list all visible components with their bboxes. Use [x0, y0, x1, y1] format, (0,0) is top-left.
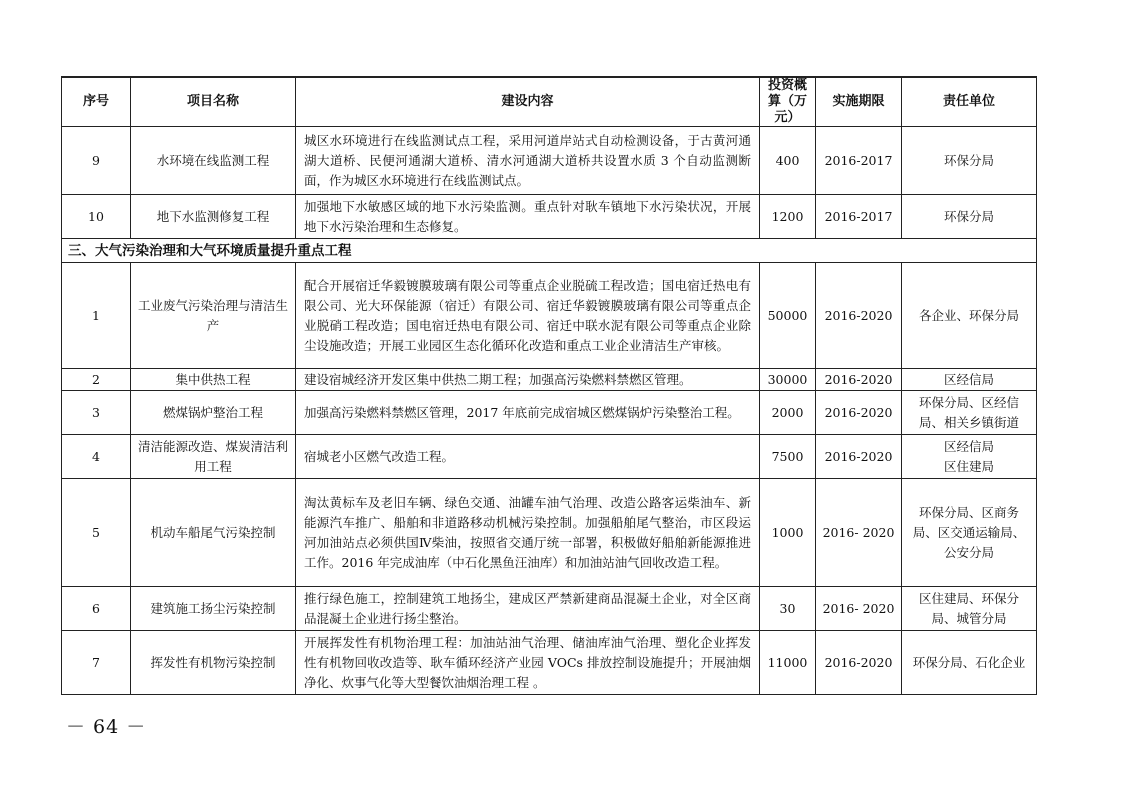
table-row — [62, 369, 1037, 391]
cell-no: 4 — [62, 435, 131, 479]
table-row — [62, 631, 1037, 695]
cell-content: 推行绿色施工，控制建筑工地扬尘，建成区严禁新建商品混凝土企业，对全区商品混凝土企业进行扬尘整治。 — [296, 587, 760, 631]
cell-invest: 1200 — [760, 195, 816, 239]
table-row — [62, 435, 1037, 479]
cell-unit: 环保分局 — [902, 127, 1037, 195]
cell-unit: 环保分局 — [902, 195, 1037, 239]
cell-name: 水环境在线监测工程 — [131, 127, 296, 195]
header-invest: 投资概算（万元） — [760, 77, 816, 127]
cell-no: 10 — [62, 195, 131, 239]
cell-period: 2016-2020 — [816, 435, 902, 479]
cell-unit-line: 区住建局 — [943, 458, 994, 474]
cell-name: 建筑施工扬尘污染控制 — [131, 587, 296, 631]
cell-unit: 各企业、环保分局 — [902, 263, 1037, 369]
table-row — [62, 587, 1037, 631]
cell-period: 2016-2020 — [816, 369, 902, 391]
cell-unit: 环保分局、区商务局、区交通运输局、公安分局 — [902, 479, 1037, 587]
cell-no: 1 — [62, 263, 131, 369]
cell-invest: 7500 — [760, 435, 816, 479]
cell-no: 5 — [62, 479, 131, 587]
cell-name: 工业废气污染治理与清洁生产 — [131, 263, 296, 369]
header-content: 建设内容 — [296, 77, 760, 127]
cell-period: 2016-2017 — [816, 127, 902, 195]
cell-no: 9 — [62, 127, 131, 195]
cell-unit: 环保分局、区经信局、相关乡镇街道 — [902, 391, 1037, 435]
cell-content: 开展挥发性有机物治理工程：加油站油气治理、储油库油气治理、塑化企业挥发性有机物回收改造等、耿车循环经济产业园 VOCs 排放控制设施提升；开展油烟净化、炊事气化等大型餐饮油烟治理工程 。 — [296, 631, 760, 695]
cell-content: 加强高污染燃料禁燃区管理，2017 年底前完成宿城区燃煤锅炉污染整治工程。 — [296, 391, 760, 435]
cell-content: 加强地下水敏感区域的地下水污染监测。重点针对耿车镇地下水污染状况，开展地下水污染治理和生态修复。 — [296, 195, 760, 239]
table-row — [62, 195, 1037, 239]
cell-content: 配合开展宿迁华毅镀膜玻璃有限公司等重点企业脱硫工程改造；国电宿迁热电有限公司、光大环保能源（宿迁）有限公司、宿迁华毅镀膜玻璃有限公司等重点企业脱硝工程改造；国电宿迁热电有限公司、宿迁中联水泥有限公司等重点企业除尘设施改造；开展工业园区生态化循环化改造和重点工业企业清洁生产审核。 — [296, 263, 760, 369]
header-no: 序号 — [62, 77, 131, 127]
header-name: 项目名称 — [131, 77, 296, 127]
table-row — [62, 127, 1037, 195]
table-header-row — [62, 77, 1037, 127]
cell-no: 3 — [62, 391, 131, 435]
cell-unit-line: 区经信局 — [943, 438, 994, 454]
cell-name: 挥发性有机物污染控制 — [131, 631, 296, 695]
cell-name: 清洁能源改造、煤炭清洁利用工程 — [131, 435, 296, 479]
cell-name: 集中供热工程 — [131, 369, 296, 391]
cell-period: 2016-2020 — [816, 263, 902, 369]
cell-no: 2 — [62, 369, 131, 391]
cell-invest: 50000 — [760, 263, 816, 369]
header-period: 实施期限 — [816, 77, 902, 127]
cell-period: 2016- 2020 — [816, 479, 902, 587]
cell-name: 燃煤锅炉整治工程 — [131, 391, 296, 435]
cell-content: 淘汰黄标车及老旧车辆、绿色交通、油罐车油气治理、改造公路客运柴油车、新能源汽车推广、船舶和非道路移动机械污染控制。加强船舶尾气整治，市区段运河加油站点必须供国Ⅳ柴油，按照省交通厅统一部署，积极做好船舶新能源推进工作。2016 年完成油库（中石化黑鱼汪油库）和加油站油气回收改造工程。 — [296, 479, 760, 587]
cell-content: 城区水环境进行在线监测试点工程，采用河道岸站式自动检测设备，于古黄河通湖大道桥、民便河通湖大道桥、清水河通湖大道桥共设置水质 3 个自动监测断面，作为城区水环境进行在线监测试点。 — [296, 127, 760, 195]
table-row — [62, 479, 1037, 587]
cell-period: 2016-2017 — [816, 195, 902, 239]
cell-unit: 区经信局 — [902, 369, 1037, 391]
cell-invest: 30 — [760, 587, 816, 631]
cell-unit — [902, 435, 1037, 479]
cell-period: 2016-2020 — [816, 631, 902, 695]
cell-invest: 11000 — [760, 631, 816, 695]
cell-invest: 2000 — [760, 391, 816, 435]
cell-name: 地下水监测修复工程 — [131, 195, 296, 239]
table-row — [62, 391, 1037, 435]
cell-unit: 环保分局、石化企业 — [902, 631, 1037, 695]
section-title: 三、大气污染治理和大气环境质量提升重点工程 — [62, 239, 1037, 263]
cell-invest: 400 — [760, 127, 816, 195]
cell-name: 机动车船尾气污染控制 — [131, 479, 296, 587]
cell-content: 宿城老小区燃气改造工程。 — [296, 435, 760, 479]
cell-period: 2016- 2020 — [816, 587, 902, 631]
cell-unit: 区住建局、环保分局、城管分局 — [902, 587, 1037, 631]
cell-invest: 1000 — [760, 479, 816, 587]
cell-no: 7 — [62, 631, 131, 695]
cell-period: 2016-2020 — [816, 391, 902, 435]
cell-content: 建设宿城经济开发区集中供热二期工程；加强高污染燃料禁燃区管理。 — [296, 369, 760, 391]
table-row — [62, 263, 1037, 369]
cell-no: 6 — [62, 587, 131, 631]
page-number: － 64 － — [66, 716, 147, 738]
cell-invest: 30000 — [760, 369, 816, 391]
section-heading-row — [62, 239, 1037, 263]
project-table — [61, 76, 1037, 695]
header-unit: 责任单位 — [902, 77, 1037, 127]
